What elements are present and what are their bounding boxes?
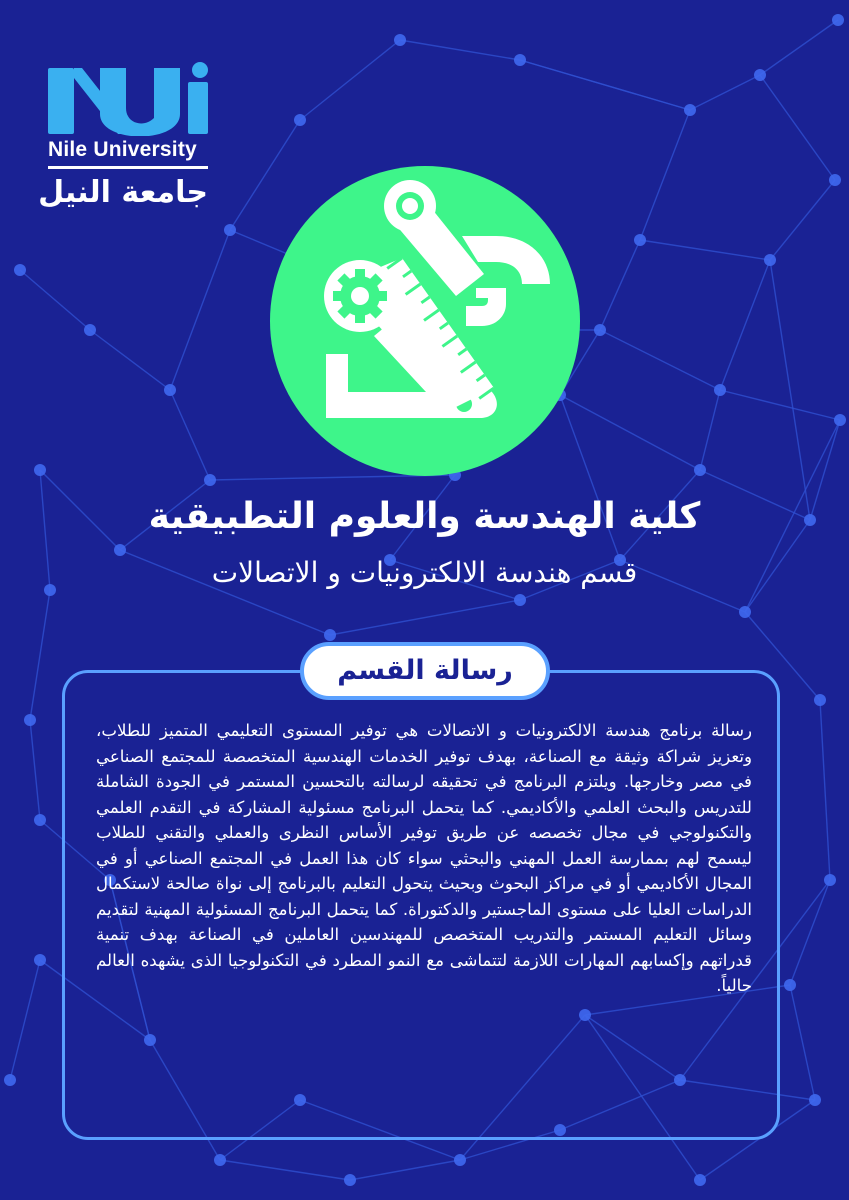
network-node: [754, 69, 766, 81]
network-node: [714, 384, 726, 396]
network-node: [834, 414, 846, 426]
university-logo: [38, 58, 213, 210]
network-node: [784, 979, 796, 991]
department-title: قسم هندسة الالكترونيات و الاتصالات: [211, 556, 638, 589]
network-node: [832, 14, 844, 26]
network-node: [294, 114, 306, 126]
network-node: [34, 814, 46, 826]
message-heading: رسالة القسم: [300, 642, 550, 700]
network-node: [164, 384, 176, 396]
network-node: [224, 224, 236, 236]
university-name-en: Nile University: [48, 138, 197, 161]
network-node: [454, 1154, 466, 1166]
network-node: [514, 594, 526, 606]
network-node: [804, 514, 816, 526]
network-node: [394, 34, 406, 46]
network-node: [634, 234, 646, 246]
network-node: [829, 174, 841, 186]
network-node: [34, 464, 46, 476]
nu-monogram-icon: [48, 58, 208, 136]
network-node: [764, 254, 776, 266]
network-node: [204, 474, 216, 486]
network-node: [214, 1154, 226, 1166]
network-node: [694, 464, 706, 476]
network-node: [684, 104, 696, 116]
network-node: [24, 714, 36, 726]
faculty-title: كلية الهندسة والعلوم التطبيقية: [148, 496, 701, 537]
network-node: [694, 1174, 706, 1186]
network-node: [814, 694, 826, 706]
network-node: [4, 1074, 16, 1086]
network-node: [14, 264, 26, 276]
network-node: [84, 324, 96, 336]
network-node: [34, 954, 46, 966]
network-node: [824, 874, 836, 886]
logo-divider: [48, 166, 208, 169]
robotic-arm-icon: [270, 166, 580, 476]
network-node: [324, 629, 336, 641]
message-body: رسالة برنامج هندسة الالكترونيات و الاتصالات هي توفير المستوى التعليمي المتميز للطلاب، وتعزيز شراكة وثيقة مع الصناعة، بهدف توفير الخدمات الهندسية المتخصصة للمجتمع الصناعي في مصر وخارجها. ويلتزم البرنامج في تحقيقه لرسالته بالتحسين المستمر في الجودة الشاملة للتدريس والبحث العلمي والأكاديمي. كما يتحمل البرنامج مسئولية المشاركة في التقدم العلمي والتكنولوجي في مجال تخصصه عن طريق توفير الأساس النظرى والعملي والتقني للطلاب ليسمح لهم بممارسة العمل المهني والبحثي سواء كان هذا العمل في المجتمع الصناعي أو في المجال الأكاديمي أو في مراكز البحوث وبحيث يتحول التعليم بالبرنامج إلى نواة صالحة لاستكمال الدراسات العليا على مستوى الماجستير والدكتوراة. كما يتحمل البرنامج المسئولية المهنية لتقديم وسائل التعليم المستمر والتدريب المتخصص للمهندسين العاملين في الصناعة بهدف تنمية قدراتهم وإكسابهم المهارات اللازمة لتتماشى مع النمو المطرد في التكنولوجيا الذى يشهده العالم حالياً.: [96, 721, 752, 995]
university-name-ar: جامعة النيل: [38, 175, 208, 210]
network-node: [594, 324, 606, 336]
network-node: [809, 1094, 821, 1106]
network-node: [114, 544, 126, 556]
network-node: [739, 606, 751, 618]
network-node: [44, 584, 56, 596]
network-node: [344, 1174, 356, 1186]
network-node: [514, 54, 526, 66]
